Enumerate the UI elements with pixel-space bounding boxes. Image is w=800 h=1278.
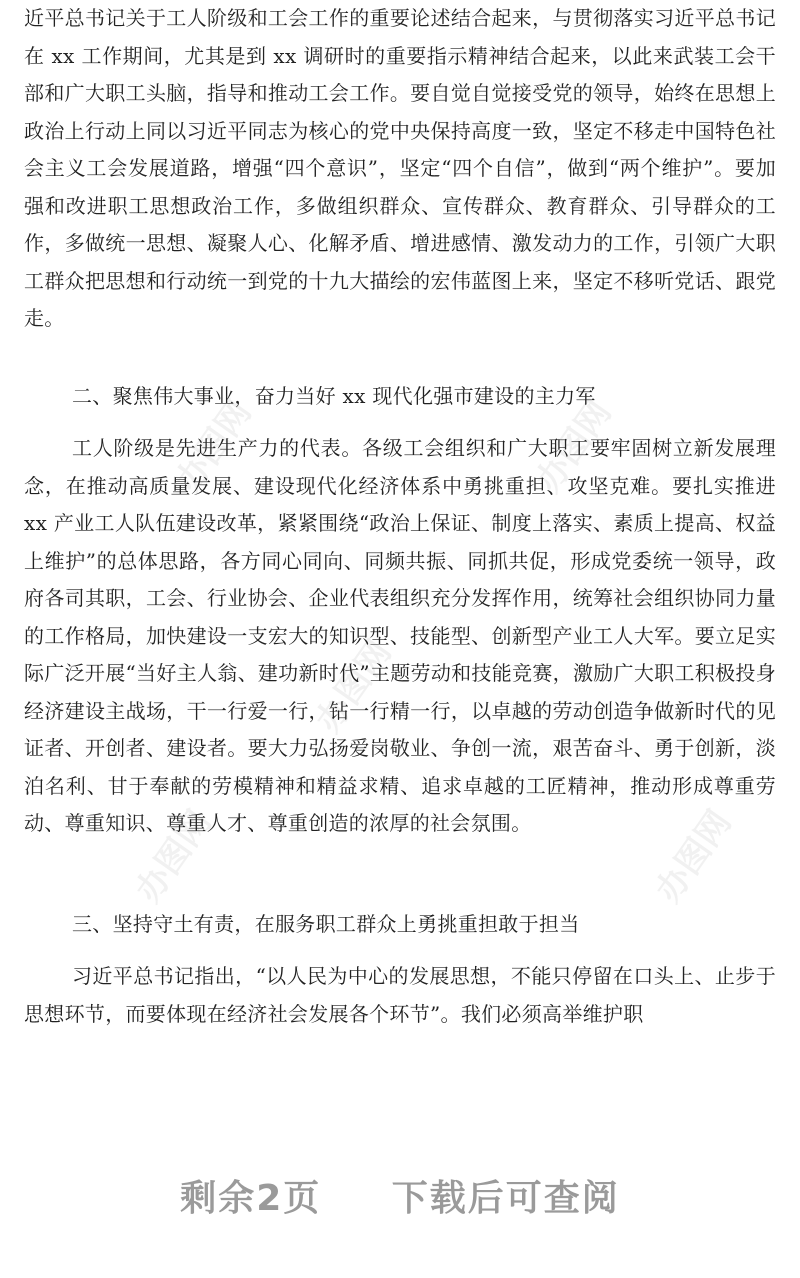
remaining-pages-label: 剩余2页 (180, 1178, 322, 1219)
body-paragraph: 工人阶级是先进生产力的代表。各级工会组织和广大职工要牢固树立新发展理念，在推动高质量发展、建设现代化经济体系中勇挑重担、攻坚克难。要扎实推进 xx 产业工人队伍建设改革，紧紧围绕“政治上保证、制度上落实、素质上提高、权益上维护”的总体思路，各方同心同向、同频共振、同抓共促，形成党委统一领导，政府各司其职，工会、行业协会、企业代表组织充分发挥作用，统筹社会组织协同力量的工作格局，加快建设一支宏大的知识型、技能型、创新型产业工人大军。要立足实际广泛开展“当好主人翁、建功新时代”主题劳动和技能竞赛，激励广大职工积极投身经济建设主战场，干一行爱一行，钻一行精一行，以卓越的劳动创造争做新时代的见证者、开创者、建设者。要大力弘扬爱岗敬业、争创一流，艰苦奋斗、勇于创新，淡泊名利、甘于奉献的劳模精神和精益求精、追求卓越的工匠精神，推动形成尊重劳动、尊重知识、尊重人才、尊重创造的浓厚的社会氛围。 (24, 436, 776, 835)
body-paragraph: 习近平总书记指出，“以人民为中心的发展思想，不能只停留在口头上、止步于思想环节，而要体现在经济社会发展各个环节”。我们必须高举维护职 (24, 964, 776, 1026)
watermark: 办图网 (528, 393, 620, 500)
section-heading: 二、聚焦伟大事业，奋力当好 xx 现代化强市建设的主力军 (72, 384, 596, 408)
body-paragraph: 近平总书记关于工人阶级和工会工作的重要论述结合起来，与贯彻落实习近平总书记在 xx 工作期间，尤其是到 xx 调研时的重要指示精神结合起来，以此来武装工会干部和广大职工头脑，指导和推动工会工作。要自觉自觉接受党的领导，始终在思想上政治上行动上同以习近平同志为核心的党中央保持高度一致，坚定不移走中国特色社会主义工会发展道路，增强“四个意识”，坚定“四个自信”，做到“两个维护”。要加强和改进职工思想政治工作，多做组织群众、宣传群众、教育群众、引导群众的工作，多做统一思想、凝聚人心、化解矛盾、增进感情、激发动力的工作，引领广大职工群众把思想和行动统一到党的十九大描绘的宏伟蓝图上来，坚定不移听党话、跟党走。 (24, 6, 776, 330)
download-to-view-label[interactable]: 下载后可查阅 (391, 1178, 620, 1219)
watermark: 办图网 (128, 803, 220, 910)
section-heading: 三、坚持守土有责，在服务职工群众上勇挑重担敢于担当 (72, 912, 580, 936)
watermark: 办图网 (168, 393, 260, 500)
download-prompt[interactable] (0, 1170, 800, 1221)
watermark: 办图网 (648, 803, 740, 910)
watermark: 办图网 (308, 633, 400, 740)
